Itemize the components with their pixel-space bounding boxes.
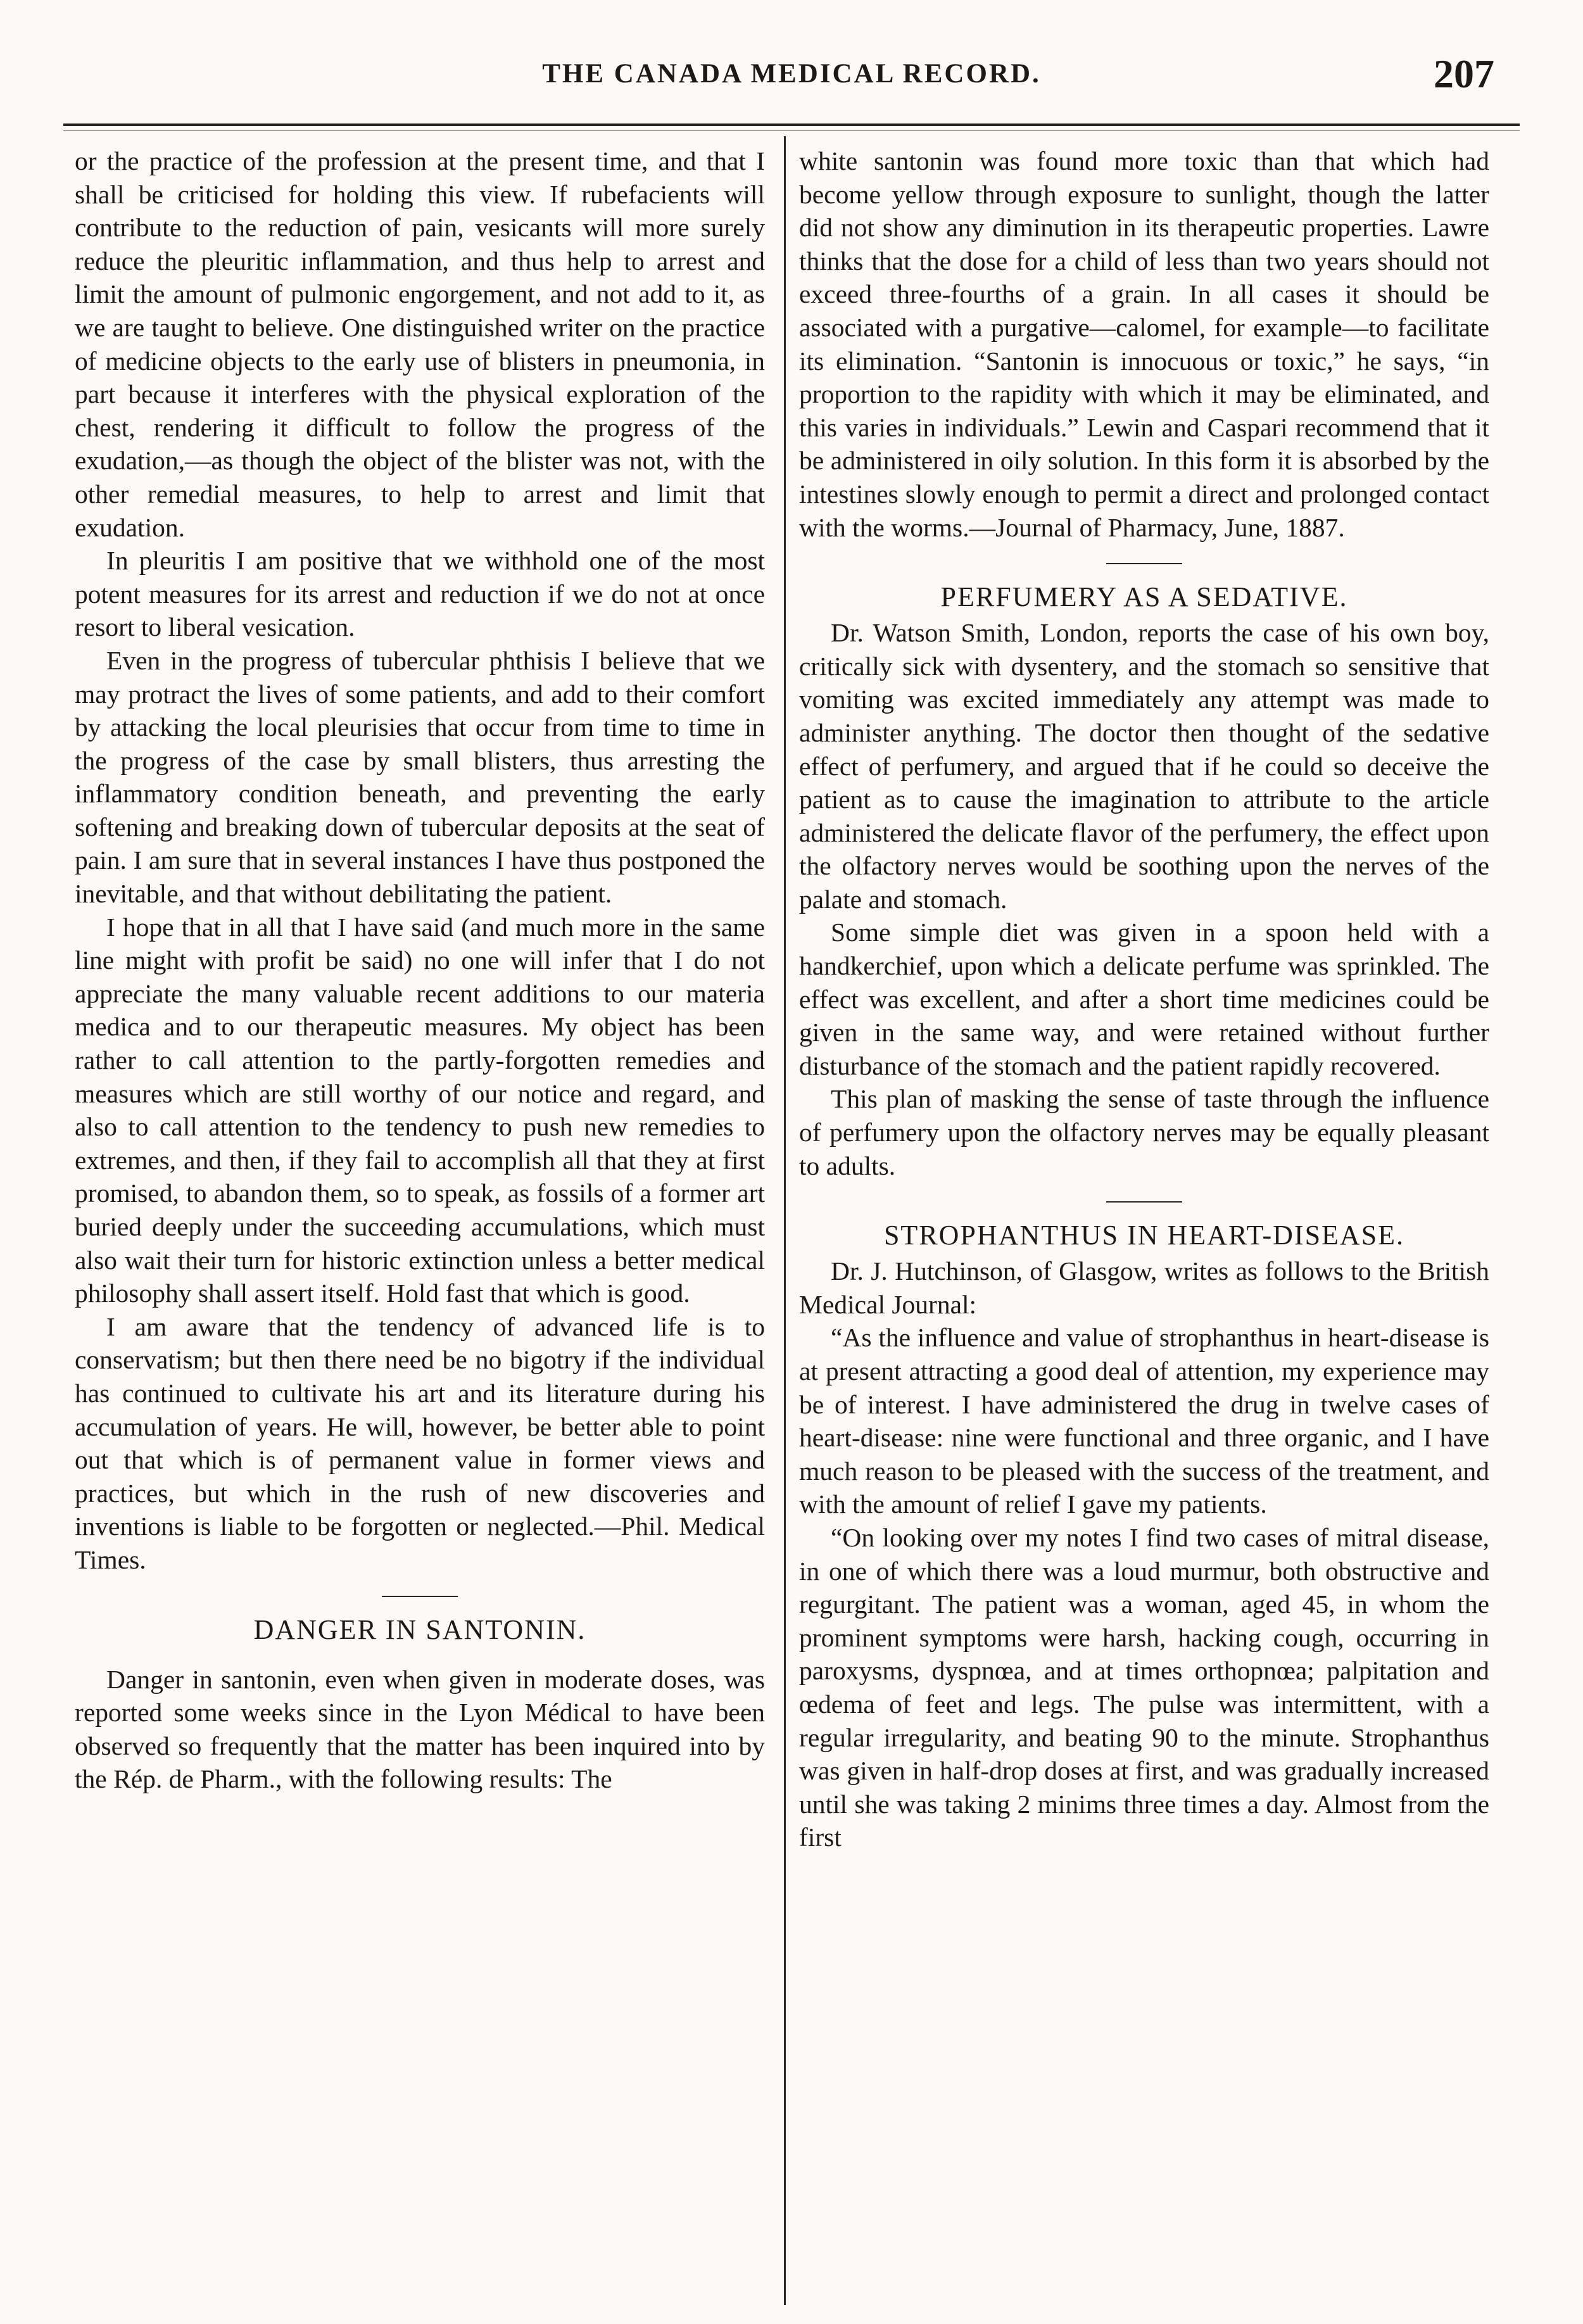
article-paragraph: I hope that in all that I have said (and much more in the same line might with profit be said) no one will infer that I do not appreciate the many valuable recent additions to our materia medica and to our therapeutic measures. My object has been rather to call attention to the partly-forgotten remedies and measures which are still worthy of our notice and regard, and also to call attention to the tendency to push new remedies to extremes, and then, if they fail to accomplish all that they at first promised, to abandon them, so to speak, as fossils of a former art buried deeply under the succeeding accumulations, which must also wait their turn for historic extinction unless a better medical philosophy shall assert itself. Hold fast that which is good.: [75, 912, 765, 1308]
section-heading-santonin: DANGER IN SANTONIN.: [253, 1614, 586, 1645]
journal-title: THE CANADA MEDICAL RECORD.: [542, 59, 1041, 89]
article-paragraph: “On looking over my notes I find two cases of mitral disease, in one of which there was a loud murmur, both obstructive and regurgitant. The patient was a woman, aged 45, in whom the prominent symptoms were harsh, hacking cough, occurring in paroxysms, dyspnœa, and at times orthopnœa; palpitation and œdema of feet and legs. The pulse was intermittent, with a regular irregularity, and beating 90 to the minute. Strophanthus was given in half-drop doses at first, and was gradually increased until she was taking 2 minims three times a day. Almost from the first: [799, 1522, 1489, 1852]
header-rule: [63, 123, 1520, 130]
column-divider: [784, 136, 786, 2305]
page-number: 207: [1434, 51, 1494, 96]
article-paragraph: Dr. Watson Smith, London, reports the case of his own boy, critically sick with dysentery, and the stomach so sensitive that vomiting was excited immediately any attempt was made to administer anything. The doctor then thought of the sedative effect of perfumery, and argued that if he could so deceive the patient as to cause the imagination to attribute to the article administered the delicate flavor of the perfumery, the effect upon the olfactory nerves would be soothing upon the nerves of the palate and stomach.: [799, 618, 1489, 914]
article-paragraph: or the practice of the profession at the present time, and that I shall be criticised for holding this view. If rubefacients will contribute to the reduction of pain, vesicants will more surely reduce the pleuritic inflammation, and thus help to arrest and limit the amount of pulmonic engorgement, and not add to it, as we are taught to believe. One distinguished writer on the practice of medicine objects to the early use of blisters in pneumonia, in part because it interferes with the physical exploration of the chest, rendering it difficult to follow the progress of the exudation,—as though the object of the blister was not, with the other remedial measures, to help to arrest and limit that exudation.: [75, 146, 765, 542]
running-head: [63, 51, 1520, 108]
article-paragraph: Even in the progress of tubercular phthisis I believe that we may protract the lives of some patients, and add to their comfort by attacking the local pleurisies that occur from time to time in the progress of the case by small blisters, thus arresting the inflammatory condition beneath, and preventing the early softening and breaking down of tubercular deposits at the seat of pain. I am sure that in several instances I have thus postponed the inevitable, and that without debilitating the patient.: [75, 645, 765, 909]
right-column: [799, 144, 1489, 1854]
article-paragraph: Some simple diet was given in a spoon held with a handkerchief, upon which a delicate perfume was sprinkled. The effect was excellent, and after a short time medicines could be given in the same way, and were retained without further disturbance of the stomach and the patient rapidly recovered.: [799, 918, 1489, 1080]
article-paragraph: This plan of masking the sense of taste through the influence of perfumery upon the olfactory nerves may be equally pleasant to adults.: [799, 1084, 1489, 1180]
left-column: [75, 144, 765, 1796]
section-heading-perfumery: PERFUMERY AS A SEDATIVE.: [940, 581, 1348, 613]
article-paragraph: In pleuritis I am positive that we withhold one of the most potent measures for its arrest and reduction if we do not at once resort to liberal vesication.: [75, 546, 765, 642]
article-paragraph: white santonin was found more toxic than that which had become yellow through exposure to sunlight, though the latter did not show any diminution in its therapeutic properties. Lawre thinks that the dose for a child of less than two years should not exceed three-fourths of a grain. In all cases it should be associated with a purgative—calomel, for example—to facilitate its elimination. “Santonin is innocuous or toxic,” he says, “in proportion to the rapidity with which it may be eliminated, and this varies in individuals.” Lewin and Caspari recommend that it be administered in oily solution. In this form it is absorbed by the intestines slowly enough to permit a direct and prolonged contact with the worms.—Journal of Pharmacy, June, 1887.: [799, 146, 1489, 542]
article-paragraph: Dr. J. Hutchinson, of Glasgow, writes as follows to the British Medical Journal:: [799, 1256, 1489, 1319]
article-paragraph: I am aware that the tendency of advanced life is to conservatism; but then there need be no bigotry if the individual has continued to cultivate his art and its literature during his accumulation of years. He will, however, be better able to point out that which is of permanent value in former views and practices, but which in the rush of new discoveries and inventions is liable to be forgotten or neglected.—Phil. Medical Times.: [75, 1311, 765, 1574]
article-paragraph: “As the influence and value of strophanthus in heart-disease is at present attracting a good deal of attention, my experience may be of interest. I have administered the drug in twelve cases of heart-disease: nine were functional and three organic, and I have much reason to be pleased with the success of the treatment, and with the amount of relief I gave my patients.: [799, 1323, 1489, 1519]
article-paragraph: Danger in santonin, even when given in moderate doses, was reported some weeks since in the Lyon Médical to have been observed so frequently that the matter has been inquired into by the Rép. de Pharm., with the following results: The: [75, 1664, 765, 1794]
section-heading-strophanthus: STROPHANTHUS IN HEART-DISEASE.: [883, 1220, 1405, 1251]
